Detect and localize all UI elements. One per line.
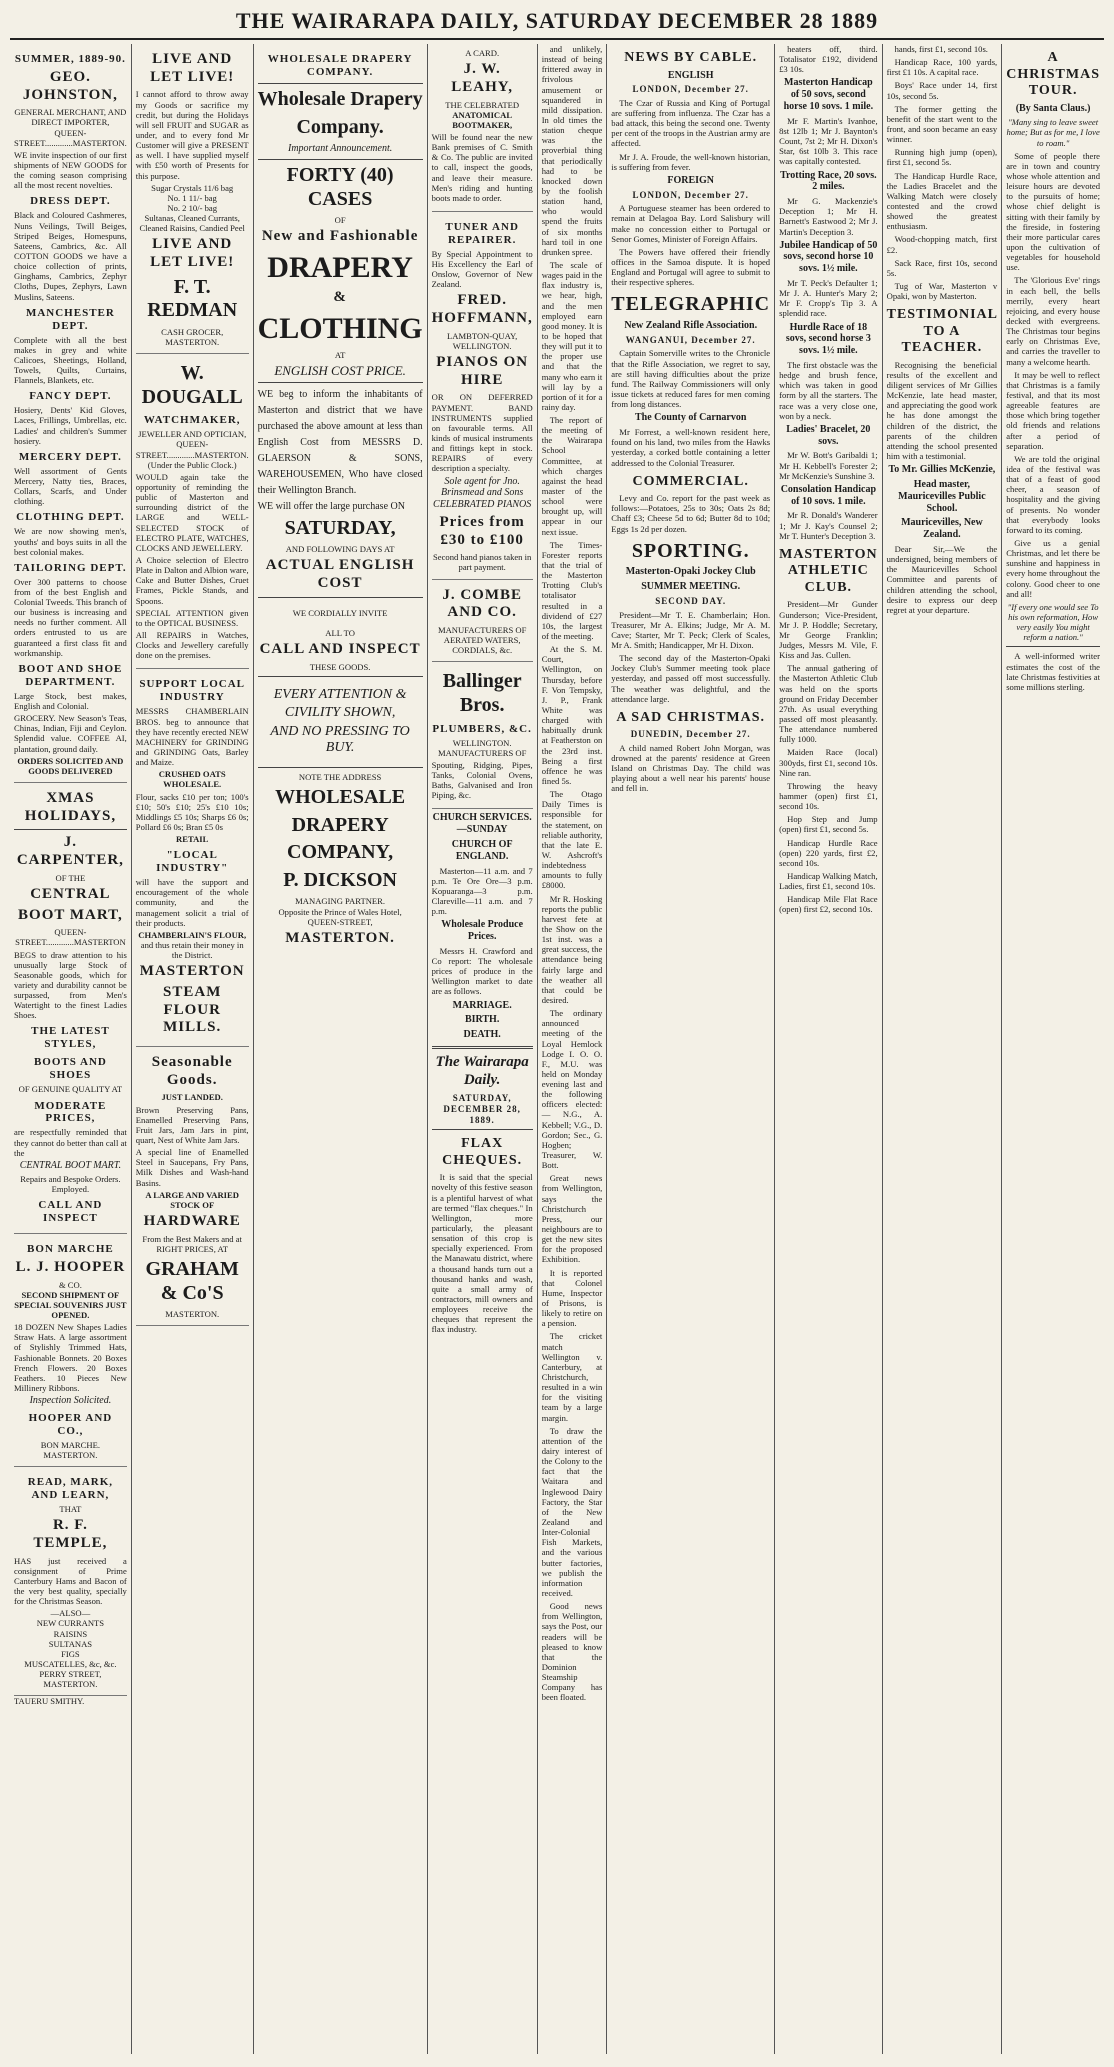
chamberlain-text: MESSRS CHAMBERLAIN BROS. beg to announce that they have recently erected NEW MACHINERY for GRINDING and GRINDING Oats, Barley and Maize. [135,706,249,768]
divider [1006,646,1100,647]
merchant-intro: WE invite inspection of our first shipments of NEW GOODS for the coming season comprising all the most recent novelties. [14,149,127,191]
race-paragraph: heaters off, third. Totalisator £192, dividend £3 10s. [779,44,878,75]
wholesale-label: WHOLESALE. [163,779,222,790]
flour-prices: Flour, sacks £10 per ton; 100's £10; 50's £10; 25's £10 10s; Middlings £5 10s; Sharps £6 0s; Pollard £6 0s; Bran £5 0s [135,791,249,832]
church-text: Masterton—11 a.m. and 7 p.m. Te Ore Ore—3 p.m. Kopuaranga—3 p.m. Clareville—11 a.m. and 7 p.m. [431,865,533,917]
tailoring-dept-heading: TAILORING DEPT. [14,561,127,574]
column-4 [428,44,538,2054]
race-paragraph: Mr G. Mackenzie's Deception 1; Mr H. Barnett's Eastwood 2; Mr J. Martin's Deception 3. [779,196,878,237]
ballinger-wellington: WELLINGTON. [452,737,512,748]
editorial-paragraph: The scale of wages paid in the flax industry is, we hear, high, and the men employed earn good money. It is to be hoped that they will put it to the proper use and that the many who earn it will lay by a portion of it for a rainy day. [541,259,603,412]
wholesale-drapery: Wholesale Drapery [257,87,423,110]
testimonial-paragraph: Recognising the beneficial results of the excellent and diligent services of Mr Gillies McKenzie, late head master, and appreciating the good work he has done amongst the children of the district, the parents of the children attending the school presented him with a testimonial. [886,359,998,462]
sugar-crystals: Sugar Crystals 11/6 bag [151,182,234,193]
fancy-dept-text: Hosiery, Dents' Kid Gloves, Laces, Frillings, Umbrellas, etc. Ladies' and children's Summer hosiery. [14,405,127,446]
cable-paragraph: The Czar of Russia and King of Portugal are suffering from influenza. The Czar has a bad attack, this being the second one. Twenty per cent of the troops in the Austrian army are affected. [611,97,771,149]
sultanas-label: SULTANAS [48,1638,93,1649]
dougall-text-2: A Choice selection of Electro Plate in Dalton and Albion ware, Cake and Butter Dishes, Cruet Frames, Pickle Stands, and Spoons. [135,555,249,606]
church-of-england: CHURCH OF ENGLAND. [451,839,513,862]
note-address: NOTE THE ADDRESS [298,771,382,782]
athletic-club-heading: MASTERTON ATHLETIC CLUB. [779,546,878,595]
landed-text: Brown Preserving Pans, Enamelled Preserving Pans, Fruit Jars, Jam Jars in pint, quart, Nest of White Jam Jars. [135,1104,249,1145]
boot-mart-label: BOOT MART, [18,906,123,923]
cable-paragraph: Mr J. A. Froude, the well-known historian, is suffering from fever. [611,151,771,172]
divider [258,767,423,768]
johnston-advert [14,44,127,783]
news-paragraph: The Times-Forester reports that the trial of the Masterton Trotting Club's totalisator resulted in a dividend of £27 10s, the largest of the meeting. [541,539,603,642]
hoffmann-place: LAMBTON-QUAY, WELLINGTON. [447,330,518,351]
news-paragraph: Mr R. Hosking reports the public harvest fete at the Show on the 1st inst. was a great success, the attendance being fairly large and the weather all that could be desired. [541,893,603,1005]
dougall-repairs: All REPAIRS in Watches, Clocks and Jewellery carefully done on the premises. [135,630,249,661]
dougall-name: W. DOUGALL [141,362,243,408]
dress-dept-heading: DRESS DEPT. [30,195,111,208]
redman-place: MASTERTON. [165,337,220,348]
boot-dept-heading: BOOT AND SHOE DEPARTMENT. [18,662,123,688]
event-paragraph: The former getting the benefit of the start went to the front, and soon became an easy winner. [886,103,998,145]
carpenter-advert [14,783,127,1234]
rifle-paragraph: Captain Somerville writes to the Chronicle that the Rifle Association, we regret to say, are still having difficulties about the prize fund. The Railway Commissioners will only issue tickets at reduced fares for men coming from long distances. [611,348,771,410]
grocery-text: GROCERY. New Season's Teas, Chinas, Indian, Fiji and Ceylon. Splendid value. COFFEE AI, plantation, ground daily. [14,713,127,754]
news-paragraph: Good news from Wellington, says the Post, our readers will be pleased to know that the Dominion Steamship Company has been floated. [541,1601,603,1703]
athletic-paragraph: The annual gathering of the Masterton Athletic Club was held on the sports ground on Friday December 27th. As usual everything passed off most pleasantly. The attendance numbered fully 1000. [779,663,878,745]
tour-paragraph: Give us a genial Christmas, and let there be sunshine and happiness in every home throughout the colony. Good cheer to one and all! [1006,537,1100,599]
hardware-text: From the Best Makers and at RIGHT PRICES, AT [142,1233,242,1254]
christmas-paragraph: A child named Robert John Morgan, was drowned at the parents' residence at Green Island on Christmas Day. The child was playing about a well near his parents' house and fell in. [611,742,771,794]
actual-english-cost: ACTUAL ENGLISH COST [265,557,415,592]
testimonial-heading: TESTIMONIAL TO A TEACHER. [886,307,998,356]
steam-flour-mills: STEAM FLOUR MILLS. [163,983,222,1036]
christmas-tour-heading: A CHRISTMAS TOUR. [1006,50,1100,99]
race-paragraph: Mr R. Donald's Wanderer 1; Mr J. Kay's Counsel 2; Mr T. Hunter's Deception 3. [779,510,878,541]
english-subhead: ENGLISH [667,69,714,81]
of-label: OF [334,215,346,226]
dougall-patron: (Under the Public Clock.) [147,459,237,470]
clothing-dept-text: We are now showing men's, youths' and boys suits in all the best colonial makes. [14,526,127,557]
produce-heading: Wholesale Produce Prices. [441,919,524,943]
race-heading: Jubilee Handicap of 50 sovs, second horse 10 sovs. 1½ mile. [779,239,878,275]
orders-solicited: ORDERS SOLICITED AND GOODS DELIVERED [17,755,124,776]
church-heading: CHURCH SERVICES.—SUNDAY [432,812,532,836]
no-pressing: AND NO PRESSING TO BUY. [270,723,410,756]
cable-paragraph: A Portuguese steamer has been ordered to remain at Delagoa Bay. Lord Salisbury will make no concession either to Portugal or Senor Gomes, Minister of Foreign Affairs. [611,203,771,244]
taueru-smithy: TAUERU SMITHY. [14,1696,85,1707]
london-dateline: LONDON, December 27. [632,84,749,95]
mercery-dept-heading: MERCERY DEPT. [18,450,122,463]
event-paragraph: Running high jump (open), first £1, second 5s. [886,147,998,168]
masterton-label: MASTERTON [139,963,245,980]
dougall-place: QUEEN-STREET.............MASTERTON. [135,439,249,460]
clothing-label: CLOTHING [257,312,423,346]
company-label: Company. [296,115,384,138]
jeweller-label: JEWELLER AND OPTICIAN, [138,429,247,440]
closing-verse: "If every one would see To his own reformation, How very easily You might reform a nation." [1007,601,1099,643]
these-goods: THESE GOODS. [309,661,371,672]
we-will-text: WE will offer the large purchase ON [257,500,405,512]
produce-text: Messrs H. Crawford and Co report: The wholesale prices of produce in the Wellington market to date are as follows. [431,945,533,997]
divider [258,676,423,677]
news-by-cable-heading: NEWS BY CABLE. [624,50,758,65]
all-to: ALL TO [325,627,355,638]
muscatels-label: MUSCATELLES, &c, &c. [24,1658,117,1669]
closing-paragraph: A well-informed writer estimates the cost of the late Christmas festivities at some millions sterling. [1006,651,1100,692]
news-paragraph: Great news from Wellington, says the Christchurch Press, our neighbours are to get the new sites for the proposed Exhibition. [541,1173,603,1265]
dress-dept-text: Black and Coloured Cashmeres, Nuns Veilings, Twill Beiges, Striped Beiges, Homespuns, Sateens, Cambrics, &c. All COTTON GOODS we have a choice collection of prints, Ginghams, Cambrics, Zephyr Cloths, Dupes, Zephyrs, Lawn Muslins, Sateens. [14,210,127,302]
flour-text: and thus retain their money in the District. [140,939,244,961]
we-beg-text: WE beg to inform the inhabitants of Masterton and district that we have purchased the above amount at less than English Cost from MESSRS D. GLAERSON & SONS, WAREHOUSEMEN, Who have closed their Wellington Branch. [257,388,423,496]
sporting-paragraph: President—Mr T. E. Chamberlain; Hon. Treasurer, Mr A. Elkins; Judge, Mr A. M. Cave; Starter, Mr T. Peck; Clerk of Scales, Mr A. Smith; Handicapper, Mr H. Dixon. [611,609,771,650]
temple-text: HAS just received a consignment of Prime Canterbury Hams and Bacon of the very best quality, specially for the Christmas Season. [14,1555,127,1607]
commercial-heading: COMMERCIAL. [632,473,749,489]
tour-paragraph: Some of people there are in town and country whose whole attention and leisure hours are devoted to the pursuits of home; whose chief delight is sitting with their family by the fireside, in fostering their more particular cares upon the cultivation of vegetables for household use. [1006,150,1100,273]
manufacturers-text: Spouting, Ridging, Pipes, Tanks, Colonial Ovens, Baths, Galvanised and Iron Piping, &c. [431,759,533,801]
carnarvon-subhead: The County of Carnarvon [635,412,747,424]
managing-partner: MANAGING PARTNER. [295,896,386,907]
event-paragraph: Handicap Walking Match, Ladies, first £1, second 10s. [779,870,878,892]
event-paragraph: Hop Step and Jump (open) first £1, second 5s. [779,814,878,835]
chamberlain-flour: CHAMBERLAIN'S FLOUR, [138,929,247,940]
divider [432,1046,533,1049]
divider [258,382,423,383]
hoffmann-advert [432,212,533,580]
hoffmann-name: FRED. HOFFMANN, [431,292,533,327]
race-heading: Hurdle Race of 18 sovs, second horse 3 sovs. 1½ mile. [785,321,871,357]
bon-marche-2: BON MARCHE. [40,1439,100,1450]
redman-sub: CASH GROCER, [161,326,224,337]
moderate-prices: MODERATE PRICES, [34,1099,107,1125]
graham-advert [136,1047,249,1326]
column-9 [1002,44,1104,2054]
combe-sub: MANUFACTURERS OF AERATED WATERS, CORDIALS, &c. [437,625,527,656]
local-text: will have the support and encouragement of the whole community, and the management solicit a trial of their products. [135,877,249,928]
tour-byline: (By Santa Claus.) [1015,102,1091,114]
hooper-masterton: MASTERTON. [43,1449,98,1460]
race-heading: Ladies' Bracelet, 20 sovs. [786,423,871,447]
xmas-holidays: XMAS HOLIDAYS, [24,789,117,824]
latest-styles: THE LATEST STYLES, [31,1025,110,1051]
race-paragraph: Mr T. Peck's Defaulter 1; Mr J. A. Hunter's Mary 2; Mr F. Cropp's Tip 3. A splendid race. [779,278,878,319]
fancy-dept-heading: FANCY DEPT. [29,390,112,403]
event-paragraph: Handicap Hurdle Race (open) 220 yards, first £2, second 10s. [779,837,878,868]
combe-name: J. COMBE AND CO. [442,586,522,621]
bon-marche-label: BON MARCHE [27,1242,114,1255]
flax-cheques-heading: FLAX CHEQUES. [442,1136,523,1168]
redman-name: F. T. REDMAN [147,275,238,322]
combe-advert [432,580,533,663]
figs-label: FIGS [61,1648,80,1659]
perry-street: PERRY STREET, MASTERTON. [39,1669,102,1690]
tour-verse: "Many sing to leave sweet home; But as for me, I love to roam." [1006,117,1100,148]
sole-agent: Sole agent for Jno. Brinsmead and Sons CELEBRATED PIANOS [433,475,532,511]
event-paragraph: Maiden Race (local) 300yds, first £1, second 10s. Nine ran. [779,747,878,778]
divider [258,83,423,84]
divider [258,159,423,160]
of-the-label: OF THE [55,872,86,883]
inspection-solicited: Inspection Solicited. [29,1395,112,1407]
hooper-name: L. J. HOOPER [15,1258,126,1275]
cable-paragraph: The Powers have offered their friendly offices in the Samoa dispute. It is hoped England and Portugal will agree to submit to their respective spheres. [611,246,771,288]
leahy-advert [432,44,533,212]
commercial-paragraph: Levy and Co. report for the past week as follows:—Potatoes, 25s to 30s; Oats 2s 8d; Chaff £3; Cheese 5d to 6d; Butter 8d to 10d; Eggs 1s 2d per dozen. [611,493,771,534]
carpenter-note: are respectfully reminded that they cannot do better than call at the [14,1127,127,1158]
live-text: I cannot afford to throw away my Goods or sacrifice my credit, but during the Holidays will sell FRUIT and SUGAR as under, and to every fond Mr Customer will give a PRESENT as well. I have supplied myself with £50 worth of Presents for this purpose. [135,89,249,181]
just-landed: JUST LANDED. [161,1092,223,1103]
season-label: SUMMER, 1889-90. [14,53,126,65]
race-paragraph: The first obstacle was the hedge and brush fence, which was taken in good form by all the starters. The race was a very close one, won by a neck. [779,360,878,421]
plumbers-label: PLUMBERS, &C. [432,722,532,735]
carpenter-place: QUEEN-STREET.............MASTERTON [15,927,126,948]
card-label: A CARD. [465,48,500,58]
retail-label: RETAIL [176,834,209,845]
manchester-dept-text: Complete with all the best makes in grey and white Calicoes, Sheetings, Holland, Towels, Quilts, Curtains, Flannels, Blankets, etc. [14,334,127,386]
tour-paragraph: It may be well to reflect that Christmas is a family festival, and that its most agreeable features are those which bring together old friends and relations after a period of separation. [1006,369,1100,451]
opaki-subhead: Masterton-Opaki Jockey Club [625,566,756,578]
central-label: CENTRAL [30,885,111,902]
currants-label: NEW CURRANTS [36,1618,105,1629]
special-line: A special line of Enamelled Steel in Saucepans, Fry Pans, Milk Dishes and Wash-hand Basins. [135,1147,249,1188]
dunedin-dateline: DUNEDIN, December 27. [630,729,751,740]
death-heading: DEATH. [463,1029,501,1041]
event-paragraph: Tug of War, Masterton v Opaki, won by Masterton. [886,280,998,302]
dickson-masterton: MASTERTON. [285,929,395,946]
wanganui-dateline: WANGANUI, December 27. [625,334,756,345]
mckenzie-place: Mauricevilles, New Zealand. [901,517,983,541]
pianos-on-hire: PIANOS ON HIRE [436,354,529,388]
boots-shoes: BOOTS AND SHOES [33,1056,107,1082]
opposite-hotel: Opposite the Prince of Wales Hotel, [278,906,402,917]
race-paragraph: Mr F. Martin's Ivanhoe, 8st 12lb 1; Mr J. Baynton's Count, 7st 2; Mr H. Dixon's Star, 6st 10lb 3. This race was capitally contested. [779,115,878,167]
crushed-oats: CRUSHED OATS [158,769,226,780]
the-celebrated: THE CELEBRATED [445,99,520,110]
rifle-subhead: New Zealand Rifle Association. [624,320,758,332]
carpenter-text: BEGS to draw attention to his unusually large Stock of Seasonable goods, which for variety and durability cannot be surpassed, from Men's Watertight to the finest Ladies Shoes. [14,949,127,1021]
at-label: AT [334,350,346,361]
news-paragraph: At the S. M. Court, Wellington, on Thursday, before F. Von Tempsky, J. P., Frank White was charged with habitually drunk at Featherston on the 23rd inst. Being a first offence he was fined 5s. [541,644,603,786]
event-paragraph: Throwing the heavy hammer (open) first £1, second 10s. [779,780,878,812]
english-cost: ENGLISH COST PRICE. [274,362,406,378]
dickson-name: P. DICKSON [283,868,397,891]
temple-name: R. F. TEMPLE, [33,1517,108,1551]
clothing-dept-heading: CLOTHING DEPT. [16,511,125,524]
ampersand: & [333,289,347,306]
repairs-label: Repairs and Bespoke Orders. [20,1173,121,1184]
column-2 [132,44,254,2054]
varied-stock: A LARGE AND VARIED STOCK OF [145,1189,239,1210]
columns [10,44,1104,2054]
column-1 [10,44,132,2054]
genuine-quality: OF GENUINE QUALITY AT [18,1084,123,1095]
wholesale-drapery-advert [258,44,423,957]
column-7 [775,44,883,2054]
live-let-live: LIVE AND LET LIVE! [150,51,235,85]
testimonial-letter: Dear Sir,—We the undersigned, being members of the Mauricevilles School Committee and parents of children attending the school, desire to express our deep regret at your departure. [886,543,998,615]
sad-christmas-heading: A SAD CHRISTMAS. [616,709,766,725]
sporting-heading: SPORTING. [631,539,750,562]
also-label: —ALSO— [50,1608,91,1619]
mckenzie-title: Head master, Mauricevilles Public School. [898,478,986,514]
sugar-no1: No. 1 11/- bag [167,192,217,203]
tuner-text: By Special Appointment to His Excellency the Earl of Onslow, Governor of New Zealand. [431,248,533,290]
event-paragraph: Wood-chopping match, first £2. [886,234,998,255]
news-paragraph: To draw the attention of the dairy interest of the Colony to the fact that the Waitara and Inglewood Dairy Factory, the Star of the New Zealand and Inter-Colonial Fish Markets, and the various butter factories, we publish the information received. [541,1425,603,1598]
event-paragraph: Boys' Race under 14, first 10s, second 5s. [886,80,998,101]
drapery-label: DRAPERY [267,250,413,284]
race-heading: Consolation Handicap of 10 sovs. 1 mile. [780,483,877,507]
seasonable-goods: Seasonable Goods. [151,1054,233,1088]
chamberlain-advert [136,669,249,1047]
live-let-live-2: LIVE AND LET LIVE! [150,236,235,271]
wholesale-top: WHOLESALE DRAPERY COMPANY. [267,53,413,78]
hooper-text: 18 DOZEN New Shapes Ladies Straw Hats. A large assortment of Stylishly Trimmed Hats, Fashionable Bonnets. 20 Boxes French Flowers. 20 Boxes Feathers. 10 Pieces New Millinery Ribbons. [14,1322,127,1393]
employed-label: Employed. [51,1183,90,1194]
manufacturers-label: MANUFACTURERS OF [437,747,527,758]
mckenzie-address: To Mr. Gillies McKenzie, [888,464,996,476]
carpenter-name: J. CARPENTER, [16,834,124,869]
race-heading: Trotting Race, 20 sovs. 2 miles. [780,169,877,193]
central-boot-mart: CENTRAL BOOT MART. [19,1159,122,1171]
column-6 [607,44,775,2054]
event-paragraph: The Handicap Hurdle Race, the Ladies Bracelet and the Walking Match were closely contested and the crowd showed the greatest enthusiasm. [886,170,998,232]
news-paragraph: The cricket match Wellington v. Canterbury, at Christchurch, resulted in a win for the visiting team by a large margin. [541,1331,603,1423]
event-paragraph: Handicap Race, 100 yards, first £1 10s. A capital race. [886,57,998,78]
news-paragraph: The report of the meeting of the Wairarapa School Committee, at which charges against the head master of the school were brought up, will appear in our next issue. [541,415,603,537]
column-8 [883,44,1003,2054]
call-inspect: CALL AND INSPECT [38,1198,103,1224]
merchant-name: GEO. JOHNSTON, [22,68,118,103]
cordially-invite: WE CORDIALLY INVITE [292,607,388,618]
race-heading: Masterton Handicap of 50 sovs, second horse 10 sovs. 1 mile. [783,77,874,113]
boot-dept-text: Large Stock, best makes, English and Colonial. [14,690,127,711]
raisins-label: RAISINS [53,1628,88,1639]
read-mark-learn: READ, MARK, AND LEARN, [27,1476,114,1502]
athletic-paragraph: President—Mr Gunder Gunderson; Vice-President, Mr J. P. Hoddle; Secretary, Mr George Franklin; Judges, Messrs M. Vile, F. Kiss and Jas. Cullen. [779,599,878,661]
carnarvon-paragraph: Mr Forrest, a well-known resident here, found on his land, two miles from the Hawks yesterday, a corked bottle containing a letter addressed to the Colonial Treasurer. [611,427,771,468]
editorial-dateline: SATURDAY, DECEMBER 28, 1889. [443,1093,521,1125]
graham-place: MASTERTON. [165,1309,220,1320]
hardware-label: HARDWARE [143,1212,241,1229]
following-days: AND FOLLOWING DAYS AT [285,544,395,555]
tailoring-dept-text: Over 300 patterns to choose from of the best English and Colonial Tweeds. This branch of our business is increasing and needs no further comment. All orders entrusted to us are guaranteed a first class fit and workmanship. [14,576,127,658]
birth-heading: BIRTH. [464,1014,500,1026]
tour-paragraph: The 'Glorious Eve' rings in each bell, the bells merrily, every heart rejoicing, and every house decked with evergreens. The Christmas tour begins early on Christmas Eve, and carries the traveller to many a welcome hearth. [1006,275,1100,367]
column-5 [538,44,608,2054]
hooper-co-2: HOOPER AND CO., [28,1411,113,1437]
tuner-repairer: TUNER AND REPAIRER. [445,220,519,246]
event-paragraph: Handicap Mile Flat Race (open) first £2, second 10s. [779,894,878,915]
that-label: THAT [59,1504,82,1515]
event-paragraph: Sack Race, first 10s, second 5s. [886,257,998,278]
sugar-no2: No. 2 10/- bag [167,202,218,213]
new-fashionable: New and Fashionable [261,228,419,245]
hooper-co: & CO. [58,1279,82,1290]
paper-nameplate: The Wairarapa Daily. [435,1054,529,1088]
hooper-advert [14,1234,127,1467]
queen-street: QUEEN-STREET, [307,916,373,927]
important-announcement: Important Announcement. [287,143,393,155]
prices-label: Prices from £30 to £100 [439,513,525,548]
spectacles-text: SPECIAL ATTENTION given to the OPTICAL BUSINESS. [135,607,249,628]
drapery-label-2: DRAPERY [291,813,389,836]
pianos-text: OR ON DEFERRED PAYMENT. BAND INSTRUMENTS supplied on favourable terms. All kinds of musical instruments and fittings kept in stock. REPAIRS of every description a specialty. [431,392,533,474]
summer-meeting: SUMMER MEETING. [641,581,741,593]
wholesale-label-2: WHOLESALE [275,786,406,809]
editorial-paragraph: and unlikely, instead of being frittered away in frivolous amusement or squandered in mild dissipation. In old times the station cheque was the proverbial thing that periodically had to be knocked down by the foolish station hand, who would spend the fruits of six months hard toil in one drunken spree. [541,44,603,257]
company-label-2: COMPANY, [287,841,394,864]
mercery-dept-text: Well assortment of Gents Mercery, Natty ties, Braces, Collars, Scarfs, and Under clothing. [14,465,127,507]
race-paragraph: Mr W. Bott's Garibaldi 1; Mr H. Kebbell's Forester 2; Mr McKenzie's Sunshine 3. [779,450,878,481]
news-paragraph: The Otago Daily Times is responsible for the statement, on reliable authority, that the late E. W. Ashcroft's indebtedness amounts to fully £8000. [541,789,603,891]
fruit-list: Sultanas, Cleaned Currants, Cleaned Raisins, Candied Peel [139,213,245,234]
flax-text: It is said that the special novelty of this festive season is a plentiful harvest of what are termed "flax cheques." In Wellington, more particularly, the pleasant sensation of this crop is specially experienced. From the Manawatu district, where a thousand hands turn out a thousand hanks and wash, quite a small army of contractors, mill owners and employees receive the cheques that represent the flax industry. [431,1172,533,1335]
telegraphic-heading: TELEGRAPHIC [611,293,771,316]
merchant-trade: GENERAL MERCHANT, AND DIRECT IMPORTER, [14,107,127,128]
tour-paragraph: We are told the original idea of the festival was that of a feast of good cheer, a season of hospitality and the giving of presents. No wonder that everybody looks forward to its coming. [1006,453,1100,535]
merchant-place: QUEEN-STREET.............MASTERTON. [14,127,127,148]
divider [432,1129,533,1130]
support-local-industry: SUPPORT LOCAL INDUSTRY [139,678,245,704]
every-attention: EVERY ATTENTION & [273,686,407,702]
notices [432,812,533,1334]
graham-name: GRAHAM & Co'S [145,1257,239,1304]
column-3 [254,44,428,2054]
leahy-name: J. W. LEAHY, [451,61,514,95]
marriage-heading: MARRIAGE. [452,999,512,1011]
foreign-subhead: FOREIGN [667,174,715,186]
ballinger-advert [432,662,533,809]
saturday-label: SATURDAY, [284,516,396,539]
ballinger-name: Ballinger Bros. [442,670,522,717]
event-paragraph: hands, first £1, second 10s. [894,44,988,54]
dougall-text: WOULD again take the opportunity of reminding the public of Masterton and surrounding district of the LARGE and WELL-SELECTED STOCK of ELECTRO PLATE, WATCHES, CLOCKS AND JEWELLERY. [135,471,249,553]
leahy-text: Will be found near the new Bank premises of C. Smith & Co. The public are invited to call, inspect the goods, and leave their measure. Men's riding and hunting boots made to order. [431,131,533,203]
news-paragraph: The ordinary announced meeting of the Loyal Hemlock Lodge I. O. O. F., M.U. was held on Monday evening last and the following officers elected: — N.G., A. Kebbell; V.G., D. Gordon; Sec., G. Hogben; Treasurer, W. Bott. [541,1008,603,1171]
prices-text: Second hand pianos taken in part payment. [432,552,532,573]
dougall-advert [136,354,249,669]
forty-cases: FORTY (40) CASES [286,163,394,210]
manchester-dept-heading: MANCHESTER DEPT. [25,306,115,332]
temple-advert [14,1467,127,1696]
civility-shown: CIVILITY SHOWN, [284,705,396,721]
hooper-subhead: SECOND SHIPMENT OF SPECIAL SOUVENIRS JUST OPENED. [14,1289,127,1320]
divider [14,829,127,830]
news-paragraph: It is reported that Colonel Hume, Inspector of Prisons, is likely to retire on a pension. [541,1267,603,1329]
call-inspect-3: CALL AND INSPECT [259,641,421,658]
london-dateline-2: LONDON, December 27. [632,189,749,200]
local-industry-quote: "LOCAL INDUSTRY" [156,849,229,875]
sporting-paragraph: The second day of the Masterton-Opaki Jockey Club's Summer meeting took place yesterday, and passed off most successfully. The weather was delightful, and the attendance large. [611,653,771,704]
second-day: SECOND DAY. [655,595,727,606]
masthead: THE WAIRARAPA DAILY, SATURDAY DECEMBER 28 1889 [10,8,1104,40]
redman-advert [136,44,249,354]
divider [258,597,423,598]
anatomical-bootmaker: ANATOMICAL BOOTMAKER, [452,109,513,130]
watchmaker-label: WATCHMAKER, [143,414,241,427]
